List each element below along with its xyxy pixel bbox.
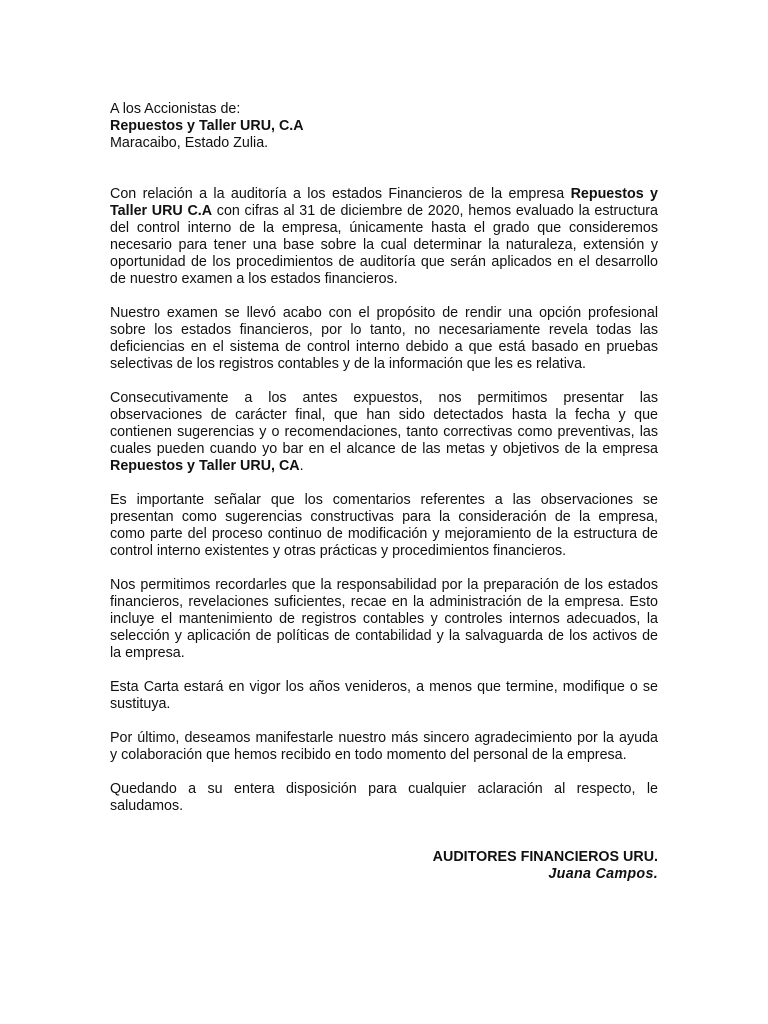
paragraph-5: Nos permitimos recordarles que la responsabilidad por la preparación de los estados financieros, revelaciones suficientes, recae en la administración de la empresa. Esto incluye el mantenimiento de registros contables y controles internos adecuados, la selección y aplicación de políticas de contabilidad y la salvaguarda de los activos de la empresa.: [110, 577, 658, 661]
signature-firm: AUDITORES FINANCIEROS URU.: [432, 849, 658, 865]
paragraph-1-intro: Con relación a la auditoría a los estados Financieros de la empresa: [110, 186, 571, 202]
paragraph-3-rest: .: [299, 458, 304, 474]
paragraph-3-intro: Consecutivamente a los antes expuestos, nos permitimos presentar las observaciones de carácter final, que han sido detectados hasta la fecha y que contienen sugerencias y o recomendaciones, tanto correctivas como preventivas, las cuales pueden cuando yo bar en el alcance de las metas y objetivos de la empresa: [110, 390, 658, 457]
paragraph-3-company: Repuestos y Taller URU, CA: [110, 458, 300, 474]
addressee-line: A los Accionistas de:: [110, 101, 241, 117]
signature-name: Juana Campos.: [548, 866, 658, 882]
addressee-block: [110, 101, 658, 152]
addressee-company: Repuestos y Taller URU, C.A: [110, 118, 304, 134]
paragraph-1-rest: con cifras al 31 de diciembre de 2020, hemos evaluado la estructura del control interno de la empresa, únicamente hasta el grado que consideremos necesario para tener una base sobre la cual determinar la naturaleza, extensión y oportunidad de los procedimientos de auditoría que serán aplicados en el desarrollo de nuestro examen a los estados financieros.: [110, 203, 658, 287]
paragraph-6: Esta Carta estará en vigor los años venideros, a menos que termine, modifique o se sustituya.: [110, 679, 658, 712]
paragraph-7: Por último, deseamos manifestarle nuestro más sincero agradecimiento por la ayuda y colaboración que hemos recibido en todo momento del personal de la empresa.: [110, 730, 658, 763]
paragraph-8: Quedando a su entera disposición para cualquier aclaración al respecto, le saludamos.: [110, 781, 658, 814]
addressee-location: Maracaibo, Estado Zulia.: [110, 135, 269, 151]
paragraph-4: Es importante señalar que los comentarios referentes a las observaciones se presentan como sugerencias constructivas para la consideración de la empresa, como parte del proceso continuo de modificación y mejoramiento de la estructura de control interno existentes y otras prácticas y procedimientos financieros.: [110, 492, 658, 559]
signature-block: [110, 849, 658, 883]
paragraph-1-company: Repuestos y Taller URU C.A: [110, 186, 658, 219]
paragraph-3: [110, 390, 658, 475]
letter: [110, 101, 658, 883]
paragraph-2: Nuestro examen se llevó acabo con el propósito de rendir una opción profesional sobre los estados financieros, por lo tanto, no necesariamente revela todas las deficiencias en el sistema de control interno debido a que está basado en pruebas selectivas de los registros contables y de la información que les es relativa.: [110, 305, 658, 372]
paragraph-1: [110, 186, 658, 288]
